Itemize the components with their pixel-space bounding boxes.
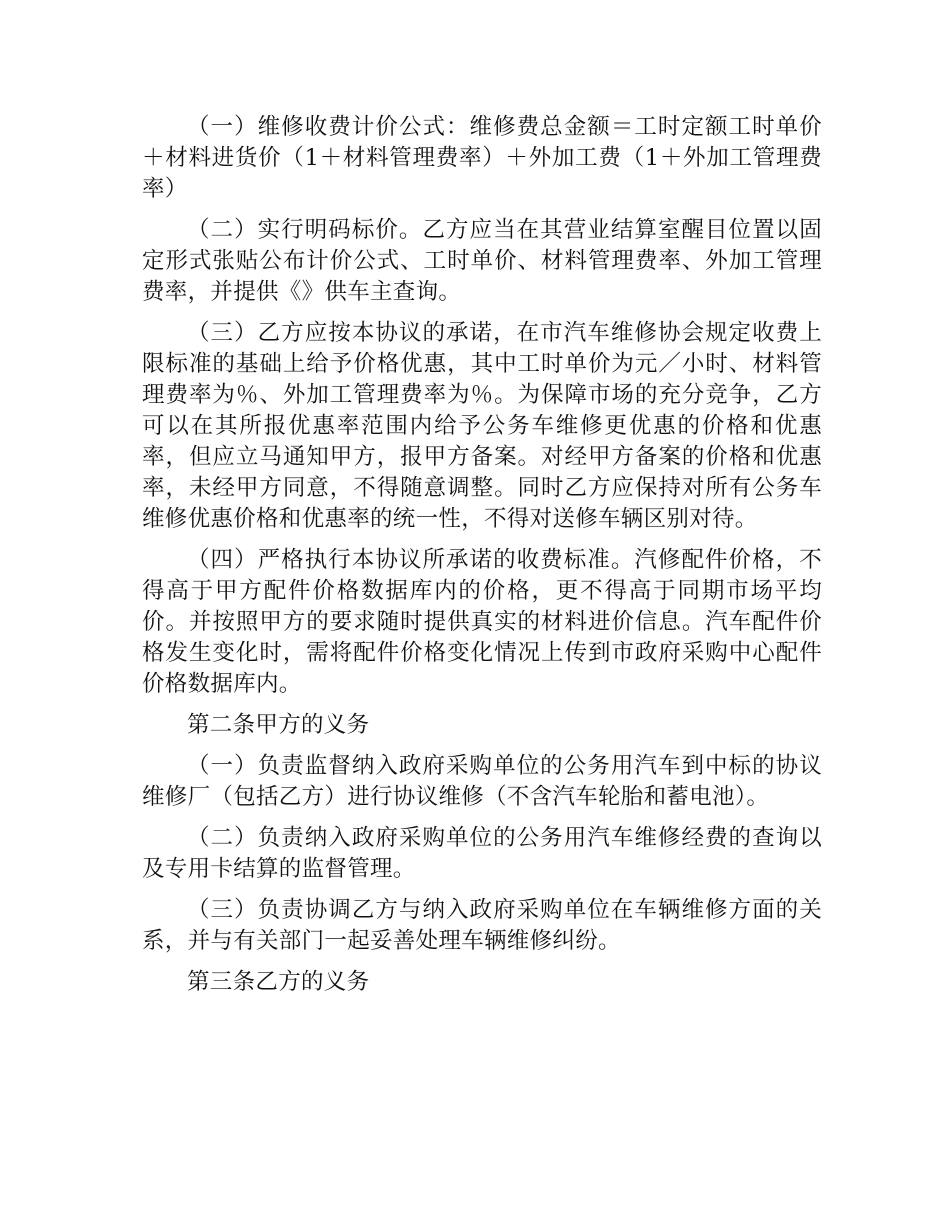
section-heading-party-b-obligations: 第三条乙方的义务: [187, 969, 370, 995]
paragraph-fee-standard: （四）严格执行本协议所承诺的收费标准。汽修配件价格，不得高于甲方配件价格数据库内的价格，更不得高于同期市场平均价。并按照甲方的要求随时提供真实的材料进价信息。汽车配件价格发生变化时，需将配件价格变化情况上传到市政府采购中心配件价格数据库内。: [142, 547, 822, 697]
paragraph-coordinate-disputes: （三）负责协调乙方与纳入政府采购单位在车辆维修方面的关系，并与有关部门一起妥善处理车辆维修纠纷。: [142, 897, 822, 954]
paragraph-supervise-repair: （一）负责监督纳入政府采购单位的公务用汽车到中标的协议维修厂（包括乙方）进行协议维修（不含汽车轮胎和蓄电池）。: [142, 753, 822, 810]
paragraph-maintenance-fee-formula: （一）维修收费计价公式：维修费总金额＝工时定额工时单价＋材料进货价（1＋材料管理费率）＋外加工费（1＋外加工管理费率）: [142, 114, 822, 202]
section-heading-party-a-obligations: 第二条甲方的义务: [187, 712, 370, 738]
document-page: [142, 112, 822, 1008]
paragraph-fund-query: （二）负责纳入政府采购单位的公务用汽车维修经费的查询以及专用卡结算的监督管理。: [142, 825, 822, 882]
paragraph-price-discount: （三）乙方应按本协议的承诺，在市汽车维修协会规定收费上限标准的基础上给予价格优惠，其中工时单价为元／小时、材料管理费率为％、外加工管理费率为％。为保障市场的充分竞争，乙方可以在其所报优惠率范围内给予公务车维修更优惠的价格和优惠率，但应立马通知甲方，报甲方备案。对经甲方备案的价格和优惠率，未经甲方同意，不得随意调整。同时乙方应保持对所有公务车维修优惠价格和优惠率的统一性，不得对送修车辆区别对待。: [142, 320, 822, 532]
paragraph-clear-pricing: （二）实行明码标价。乙方应当在其营业结算室醒目位置以固定形式张贴公布计价公式、工时单价、材料管理费率、外加工管理费率，并提供《》供车主查询。: [142, 217, 822, 305]
